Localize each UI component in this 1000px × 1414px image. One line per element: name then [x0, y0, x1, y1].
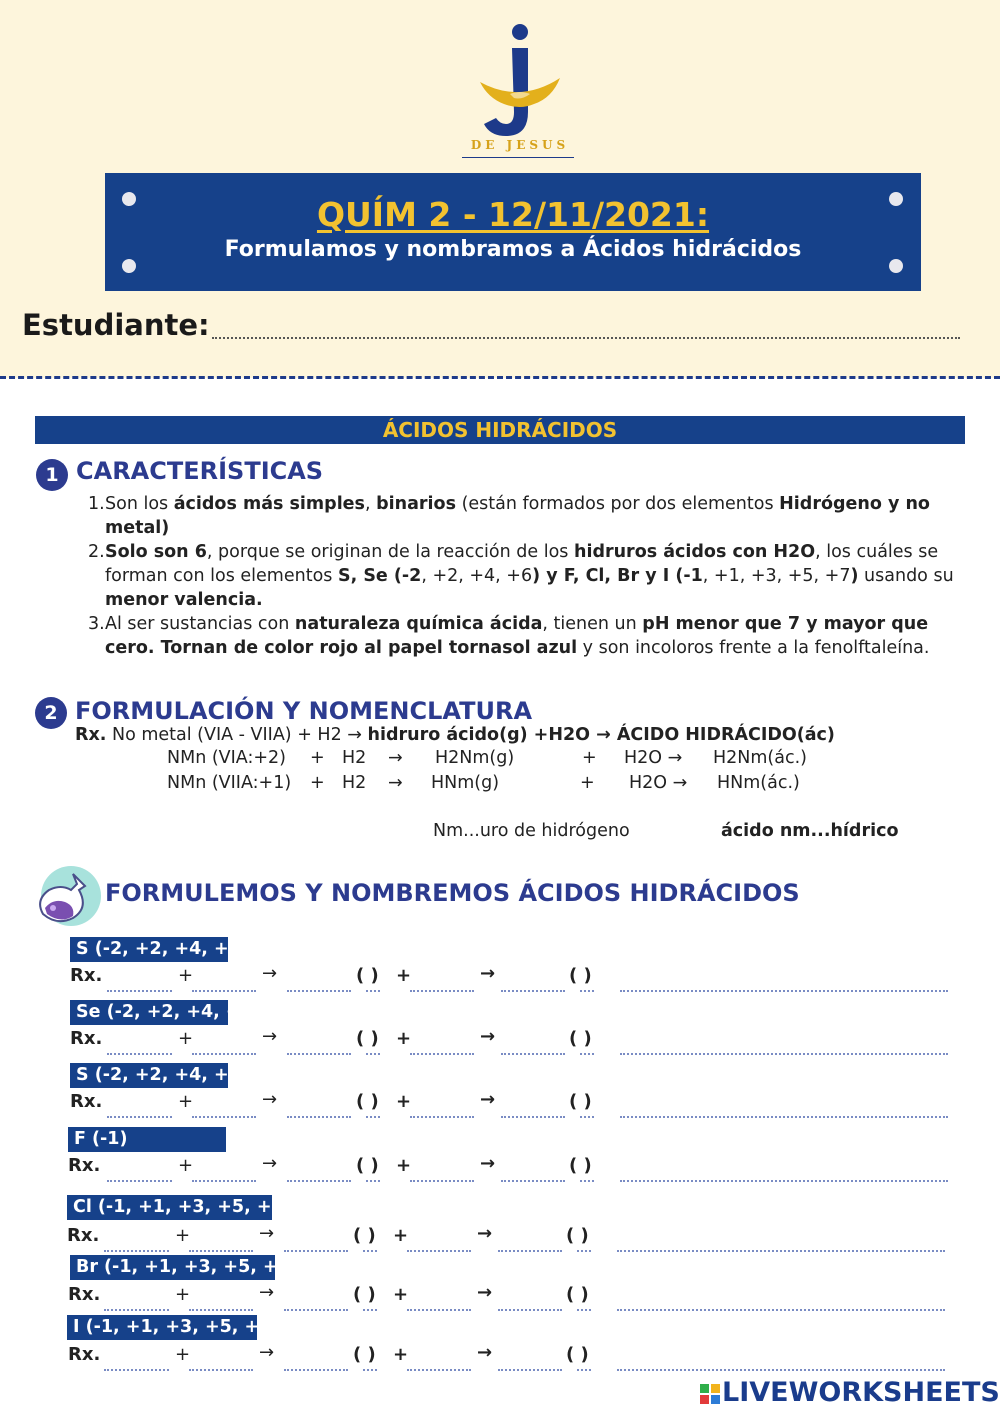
answer-blank[interactable] — [577, 1309, 591, 1311]
answer-blank[interactable] — [620, 1180, 948, 1182]
equation-term: → — [388, 773, 403, 793]
answer-blank[interactable] — [192, 1180, 256, 1182]
plus-sign: + — [175, 1284, 191, 1305]
answer-blank[interactable] — [189, 1250, 253, 1252]
answer-blank[interactable] — [580, 1180, 594, 1182]
characteristics-list — [88, 492, 968, 660]
plus-sign: + — [393, 1284, 409, 1305]
arrow-sign: → — [259, 1223, 275, 1244]
answer-blank[interactable] — [287, 1116, 351, 1118]
answer-blank[interactable] — [617, 1369, 945, 1371]
list-text: , los cuáles se forman con los elementos — [105, 542, 939, 586]
arrow-sign: → — [262, 963, 278, 984]
answer-blank[interactable] — [192, 1116, 256, 1118]
list-item — [88, 612, 978, 660]
plus-sign: + — [178, 1155, 194, 1176]
answer-blank[interactable] — [284, 1250, 348, 1252]
equation-term: + — [310, 773, 325, 793]
answer-blank[interactable] — [189, 1309, 253, 1311]
rx-label: Rx. — [68, 1284, 101, 1305]
list-text: binarios — [376, 494, 456, 514]
arrow-sign: → — [262, 1153, 278, 1174]
answer-blank[interactable] — [287, 1180, 351, 1182]
list-text: usando su — [858, 566, 954, 586]
answer-blank[interactable] — [501, 1180, 565, 1182]
answer-blank[interactable] — [580, 990, 594, 992]
logo-divider — [462, 157, 574, 158]
answer-blank[interactable] — [407, 1250, 471, 1252]
answer-blank[interactable] — [617, 1250, 945, 1252]
plus-sign: + — [175, 1225, 191, 1246]
rx-label: Rx. — [70, 965, 103, 986]
answer-blank[interactable] — [498, 1309, 562, 1311]
answer-blank[interactable] — [366, 1053, 380, 1055]
list-text: y son incoloros frente a la fenolftaleína. — [577, 638, 930, 658]
answer-blank[interactable] — [410, 990, 474, 992]
section-number-1: 1 — [36, 459, 68, 491]
watermark: LIVEWORKSHEETS — [722, 1377, 1000, 1408]
answer-blank[interactable] — [407, 1309, 471, 1311]
answer-blank[interactable] — [192, 1053, 256, 1055]
plus-sign: + — [178, 1028, 194, 1049]
answer-blank[interactable] — [577, 1369, 591, 1371]
rx-label: Rx. — [68, 1344, 101, 1365]
paren-blank: ( ) — [353, 1344, 376, 1365]
list-text: , porque se originan de la reacción de los — [206, 542, 574, 562]
element-label: S (-2, +2, +4, +6) — [70, 1063, 228, 1088]
arrow-sign: → — [477, 1282, 493, 1303]
plus-sign: + — [396, 1155, 412, 1176]
plus-sign: + — [178, 965, 194, 986]
arrow-sign: → — [262, 1089, 278, 1110]
equation-term: + — [310, 748, 325, 768]
paren-blank: ( ) — [569, 1028, 592, 1049]
answer-blank[interactable] — [107, 1116, 172, 1118]
list-text: Son los — [105, 494, 174, 514]
equation-term: HNm(g) — [431, 773, 500, 793]
list-number: 1. — [88, 494, 105, 514]
answer-blank[interactable] — [284, 1309, 348, 1311]
paren-blank: ( ) — [353, 1284, 376, 1305]
list-text: Al ser sustancias con — [105, 614, 295, 634]
answer-blank[interactable] — [366, 1180, 380, 1182]
answer-blank[interactable] — [620, 1053, 948, 1055]
element-label: F (-1) — [68, 1127, 226, 1152]
plus-sign: + — [178, 1091, 194, 1112]
paren-blank: ( ) — [353, 1225, 376, 1246]
logo-text: DE JESUS — [470, 138, 570, 152]
formulation-title: FORMULACIÓN Y NOMENCLATURA — [75, 697, 533, 725]
list-text: , +1, +3, +5, +7 — [702, 566, 851, 586]
answer-blank[interactable] — [363, 1309, 377, 1311]
answer-blank[interactable] — [107, 1180, 172, 1182]
list-text: hidruros ácidos con H2O — [573, 542, 816, 562]
list-text: pH menor que 7 y mayor que cero. Tornan de color rojo al papel tornasol azul — [105, 614, 929, 658]
list-item — [88, 492, 968, 540]
equation-term: + — [580, 773, 595, 793]
rx-text: No metal (VIA - VIIA) + H2 → — [106, 725, 368, 745]
liveworksheets-logo-icon — [700, 1378, 722, 1412]
paren-blank: ( ) — [356, 1155, 379, 1176]
list-text: (están formados por dos elementos — [456, 494, 780, 514]
rx-label: Rx. — [67, 1225, 100, 1246]
element-label: S (-2, +2, +4, +6) — [70, 937, 228, 962]
list-text: ) — [850, 566, 859, 586]
answer-blank[interactable] — [189, 1369, 253, 1371]
paren-blank: ( ) — [566, 1344, 589, 1365]
plus-sign: + — [393, 1344, 409, 1365]
rx-label: Rx. — [75, 725, 107, 745]
section-number-2: 2 — [35, 697, 67, 729]
element-label: Se (-2, +2, +4, +6) — [70, 1000, 228, 1025]
answer-blank[interactable] — [580, 1116, 594, 1118]
equation-term: NMn (VIIA:+1) — [167, 773, 292, 793]
rx-label: Rx. — [68, 1155, 101, 1176]
equation-term: H2O → — [629, 773, 688, 793]
answer-blank[interactable] — [410, 1053, 474, 1055]
student-label: Estudiante: — [22, 308, 210, 342]
paren-blank: ( ) — [569, 1155, 592, 1176]
equation-term: → — [388, 748, 403, 768]
page-title: QUÍM 2 - 12/11/2021: — [316, 195, 710, 234]
plus-sign: + — [396, 1028, 412, 1049]
plus-sign: + — [396, 1091, 412, 1112]
answer-blank[interactable] — [366, 1116, 380, 1118]
list-text: Solo son 6 — [105, 542, 207, 562]
exercise-title: FORMULEMOS Y NOMBREMOS ÁCIDOS HIDRÁCIDOS — [105, 879, 800, 907]
equation-term: H2Nm(ác.) — [713, 748, 807, 768]
acid-name-pattern: ácido nm...hídrico — [721, 821, 899, 841]
equation-term: H2O → — [624, 748, 683, 768]
characteristics-title: CARACTERÍSTICAS — [76, 457, 324, 485]
rx-bold-text: hidruro ácido(g) +H2O → ÁCIDO HIDRÁCIDO(ác) — [367, 725, 835, 745]
answer-blank[interactable] — [366, 990, 380, 992]
paren-blank: ( ) — [356, 1091, 379, 1112]
arrow-sign: → — [477, 1342, 493, 1363]
answer-blank[interactable] — [501, 1116, 565, 1118]
general-reaction — [75, 725, 835, 745]
paren-blank: ( ) — [566, 1284, 589, 1305]
answer-blank[interactable] — [104, 1309, 169, 1311]
answer-blank[interactable] — [498, 1250, 562, 1252]
answer-blank[interactable] — [104, 1369, 169, 1371]
answer-blank[interactable] — [577, 1250, 591, 1252]
plus-sign: + — [175, 1344, 191, 1365]
list-text: , +2, +4, +6 — [421, 566, 533, 586]
arrow-sign: → — [477, 1223, 493, 1244]
arrow-sign: → — [480, 1026, 496, 1047]
arrow-sign: → — [259, 1342, 275, 1363]
answer-blank[interactable] — [107, 1053, 172, 1055]
arrow-sign: → — [480, 1153, 496, 1174]
rx-label: Rx. — [70, 1091, 103, 1112]
rx-label: Rx. — [70, 1028, 103, 1049]
list-text: naturaleza química ácida — [294, 614, 543, 634]
plus-sign: + — [393, 1225, 409, 1246]
arrow-sign: → — [480, 963, 496, 984]
arrow-sign: → — [259, 1282, 275, 1303]
answer-blank[interactable] — [501, 1053, 565, 1055]
answer-blank[interactable] — [498, 1369, 562, 1371]
student-name-field[interactable] — [212, 337, 960, 339]
answer-blank[interactable] — [501, 990, 565, 992]
section-banner: ÁCIDOS HIDRÁCIDOS — [35, 416, 965, 444]
answer-blank[interactable] — [287, 1053, 351, 1055]
list-text: Hidrógeno y no metal) — [105, 494, 930, 538]
list-number: 3. — [88, 614, 105, 634]
arrow-sign: → — [262, 1026, 278, 1047]
list-item — [88, 540, 968, 612]
element-label: Br (-1, +1, +3, +5, +7) — [70, 1255, 275, 1280]
equation-term: + — [582, 748, 597, 768]
answer-blank[interactable] — [287, 990, 351, 992]
answer-blank[interactable] — [580, 1053, 594, 1055]
answer-blank[interactable] — [363, 1250, 377, 1252]
answer-blank[interactable] — [192, 990, 256, 992]
list-text: ácidos más simples — [173, 494, 365, 514]
answer-blank[interactable] — [363, 1369, 377, 1371]
answer-blank[interactable] — [620, 990, 948, 992]
answer-blank[interactable] — [104, 1250, 169, 1252]
paren-blank: ( ) — [356, 965, 379, 986]
title-box — [105, 173, 921, 291]
paren-blank: ( ) — [566, 1225, 589, 1246]
arrow-sign: → — [480, 1089, 496, 1110]
element-label: Cl (-1, +1, +3, +5, +7) — [67, 1195, 272, 1220]
equation-term: HNm(ác.) — [717, 773, 800, 793]
equation-term: H2Nm(g) — [435, 748, 515, 768]
page-subtitle: Formulamos y nombramos a Ácidos hidrácidos — [224, 237, 802, 262]
list-text: ) y F, Cl, Br y I (-1 — [532, 566, 703, 586]
answer-blank[interactable] — [620, 1116, 948, 1118]
answer-blank[interactable] — [617, 1309, 945, 1311]
list-text: menor valencia. — [105, 590, 263, 610]
list-text: S, Se (-2 — [337, 566, 422, 586]
flask-icon — [33, 864, 101, 932]
answer-blank[interactable] — [107, 990, 172, 992]
element-label: I (-1, +1, +3, +5, +7) — [67, 1315, 257, 1340]
paren-blank: ( ) — [569, 965, 592, 986]
list-number: 2. — [88, 542, 105, 562]
dashed-divider — [0, 376, 1000, 379]
answer-blank[interactable] — [407, 1369, 471, 1371]
paren-blank: ( ) — [356, 1028, 379, 1049]
equation-term: H2 — [342, 773, 367, 793]
answer-blank[interactable] — [410, 1116, 474, 1118]
list-text: , — [364, 494, 377, 514]
plus-sign: + — [396, 965, 412, 986]
answer-blank[interactable] — [410, 1180, 474, 1182]
equation-term: H2 — [342, 748, 367, 768]
equation-term: NMn (VIA:+2) — [167, 748, 286, 768]
paren-blank: ( ) — [569, 1091, 592, 1112]
hydride-name-pattern: Nm...uro de hidrógeno — [433, 821, 630, 841]
list-text: , tienen un — [542, 614, 643, 634]
answer-blank[interactable] — [284, 1369, 348, 1371]
